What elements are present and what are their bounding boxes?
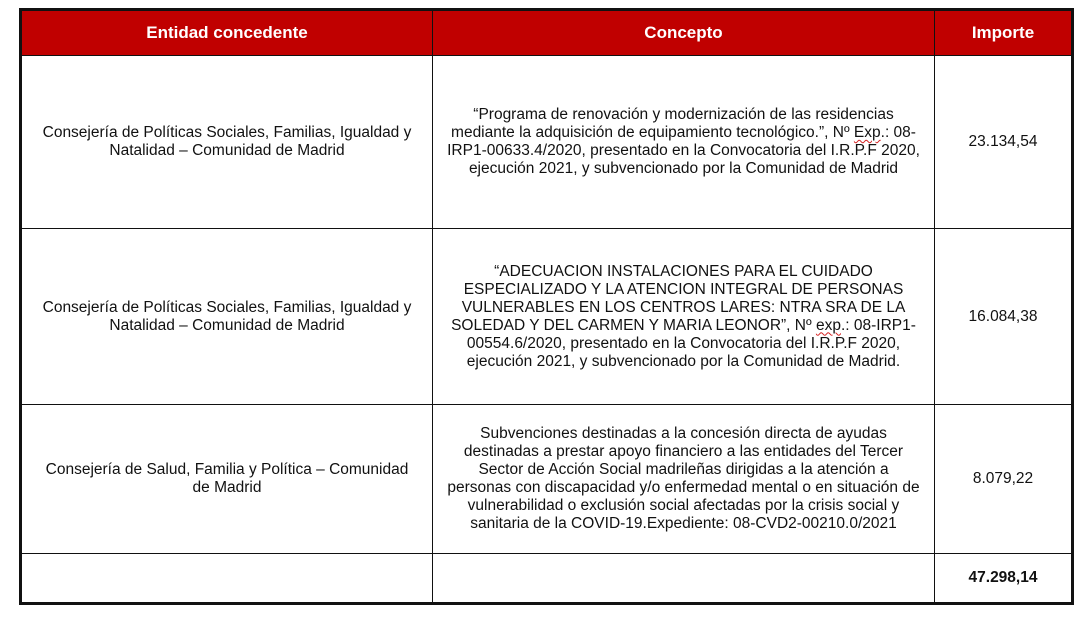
- concept-text: “ADECUACION INSTALACIONES PARA EL CUIDADO ESPECIALIZADO Y LA ATENCION INTEGRAL DE PERSONAS VULNERABLES EN LOS CENTROS LARES: NTRA SRA DE LA SOLEDAD Y DEL CARMEN Y MARIA LEONOR”, Nº: [451, 262, 906, 334]
- spellcheck-word: Exp: [853, 124, 881, 141]
- entity-cell: Consejería de Políticas Sociales, Familias, Igualdad y Natalidad – Comunidad de Madrid: [21, 56, 433, 229]
- concept-cell: [433, 56, 935, 229]
- entity-cell: Consejería de Salud, Familia y Política – Comunidad de Madrid: [21, 405, 433, 554]
- header-entity: Entidad concedente: [21, 10, 433, 56]
- table-row: [21, 229, 1073, 405]
- table-row: [21, 405, 1073, 554]
- concept-cell: Subvenciones destinadas a la concesión directa de ayudas destinadas a prestar apoyo financiero a las entidades del Tercer Sector de Acción Social madrileñas dirigidas a la atención a personas con discapacidad y/o enfermedad mental o en situación de vulnerabilidad o exclusión social afectadas por la crisis social y sanitaria de la COVID-19.Expediente: 08-CVD2-00210.0/2021: [433, 405, 935, 554]
- header-amount: Importe: [935, 10, 1073, 56]
- concept-cell: [433, 229, 935, 405]
- header-row: [21, 10, 1073, 56]
- grants-table: [19, 8, 1074, 605]
- concept-text: “Programa de renovación y modernización de las residencias mediante la adquisición de equipamiento tecnológico.”, Nº: [451, 106, 894, 141]
- amount-cell: 23.134,54: [935, 56, 1073, 229]
- table-row: [21, 56, 1073, 229]
- spellcheck-word: exp: [815, 316, 841, 334]
- total-amount-cell: 47.298,14: [935, 554, 1073, 604]
- concept-text: .: 08-IRP1-00554.6/2020, presentado en la Convocatoria del I.R.P.F 2020, ejecución 2021, y subvencionado por la Comunidad de Madrid.: [466, 316, 916, 370]
- header-concept: Concepto: [433, 10, 935, 56]
- amount-cell: 16.084,38: [935, 229, 1073, 405]
- total-entity-cell: [21, 554, 433, 604]
- total-concept-cell: [433, 554, 935, 604]
- concept-text: .: 08-IRP1-00633.4/2020, presentado en la Convocatoria del I.R.P.F 2020, ejecución 2021, y subvencionado por la Comunidad de Madrid: [447, 124, 920, 177]
- entity-cell: Consejería de Políticas Sociales, Familias, Igualdad y Natalidad – Comunidad de Madrid: [21, 229, 433, 405]
- amount-cell: 8.079,22: [935, 405, 1073, 554]
- total-row: [21, 554, 1073, 604]
